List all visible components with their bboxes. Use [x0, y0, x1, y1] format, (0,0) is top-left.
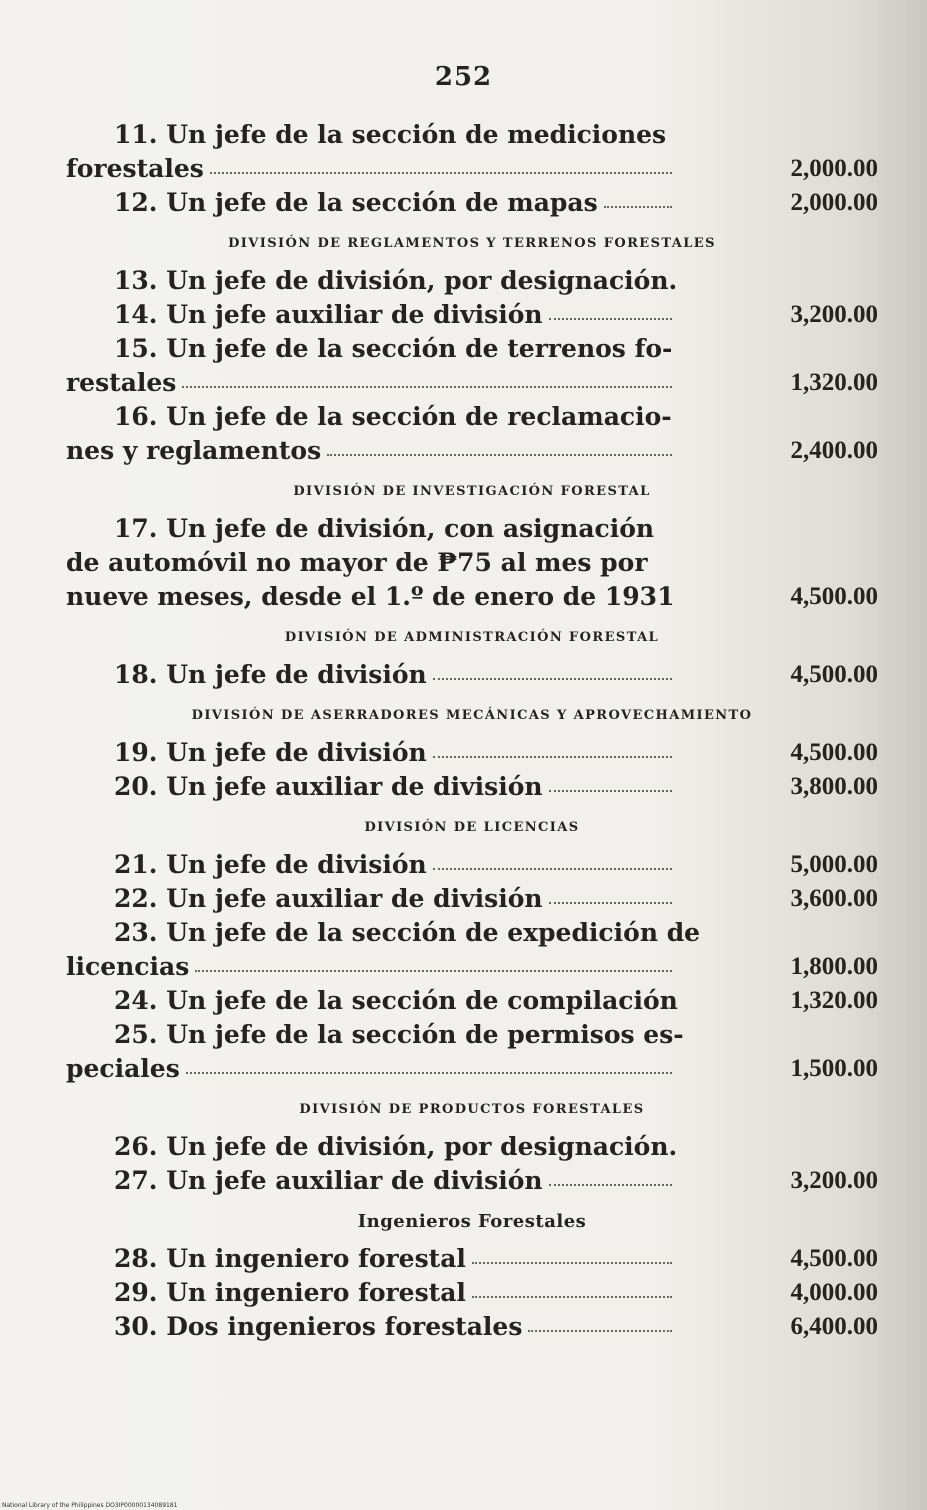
leader-dots — [549, 902, 672, 904]
leader-dots — [604, 206, 672, 208]
entry-text: 13. Un jefe de división, por designación. — [114, 266, 678, 295]
entry-19 — [66, 736, 878, 770]
entry-text: 25. Un jefe de la sección de permisos es- — [114, 1020, 684, 1049]
entry-text: 24. Un jefe de la sección de compilación — [114, 986, 678, 1015]
amount: 4,500.00 — [790, 1245, 878, 1272]
amount: 2,000.00 — [790, 155, 878, 182]
entry-text: 22. Un jefe auxiliar de división — [114, 884, 543, 913]
entry-25 — [66, 1018, 878, 1086]
section-heading: DIVISIÓN DE INVESTIGACIÓN FORESTAL — [293, 484, 651, 499]
amount: 2,400.00 — [790, 437, 878, 464]
amount: 3,200.00 — [790, 1167, 878, 1194]
amount: 1,500.00 — [790, 1055, 878, 1082]
amount: 1,320.00 — [790, 369, 878, 396]
leader-dots — [528, 1330, 672, 1332]
entry-text: forestales — [66, 154, 204, 183]
leader-dots — [433, 868, 672, 870]
entry-text: 17. Un jefe de división, con asignación — [114, 514, 655, 543]
entry-22 — [66, 882, 878, 916]
entry-text: 26. Un jefe de división, por designación. — [114, 1132, 678, 1161]
entry-text: de automóvil no mayor de ₱75 al mes por — [66, 548, 648, 577]
section-heading: DIVISIÓN DE LICENCIAS — [364, 820, 580, 835]
amount: 1,800.00 — [790, 953, 878, 980]
entry-23 — [66, 916, 878, 984]
entry-text: nueve meses, desde el 1.º de enero de 1931 — [66, 582, 675, 611]
entry-text: 12. Un jefe de la sección de mapas — [114, 188, 598, 217]
amount: 5,000.00 — [790, 851, 878, 878]
leader-dots — [549, 318, 672, 320]
entry-text: 15. Un jefe de la sección de terrenos fo- — [114, 334, 673, 363]
scan-footer: National Library of the Philippines DO3IP00000134089181 — [2, 1502, 178, 1509]
section-heading: DIVISIÓN DE PRODUCTOS FORESTALES — [299, 1102, 645, 1117]
appropriation-list — [66, 118, 878, 1344]
entry-text: 29. Un ingeniero forestal — [114, 1278, 466, 1307]
entry-text: restales — [66, 368, 177, 397]
entry-24 — [66, 984, 878, 1018]
amount: 2,000.00 — [790, 189, 878, 216]
amount: 4,500.00 — [790, 583, 878, 610]
amount: 4,500.00 — [790, 739, 878, 766]
entry-29 — [66, 1276, 878, 1310]
section-heading: Ingenieros Forestales — [357, 1211, 587, 1232]
leader-dots — [549, 1184, 672, 1186]
entry-26 — [66, 1130, 878, 1164]
entry-text: 28. Un ingeniero forestal — [114, 1244, 466, 1273]
entry-text: 21. Un jefe de división — [114, 850, 427, 879]
amount: 3,200.00 — [790, 301, 878, 328]
section-heading: DIVISIÓN DE ASERRADORES MECÁNICAS Y APROVECHAMIENTO — [191, 708, 753, 723]
entry-text: peciales — [66, 1054, 180, 1083]
amount: 4,500.00 — [790, 661, 878, 688]
entry-28 — [66, 1242, 878, 1276]
entry-20 — [66, 770, 878, 804]
entry-11 — [66, 118, 878, 186]
entry-text: licencias — [66, 952, 190, 981]
section-heading: DIVISIÓN DE ADMINISTRACIÓN FORESTAL — [284, 630, 660, 645]
entry-15 — [66, 332, 878, 400]
page-number: 252 — [434, 62, 493, 92]
entry-16 — [66, 400, 878, 468]
leader-dots — [327, 454, 672, 456]
entry-text: 23. Un jefe de la sección de expedición de — [114, 918, 701, 947]
entry-30 — [66, 1310, 878, 1344]
entry-13 — [66, 264, 878, 298]
entry-text: 14. Un jefe auxiliar de división — [114, 300, 543, 329]
leader-dots — [195, 970, 672, 972]
section-heading: DIVISIÓN DE REGLAMENTOS Y TERRENOS FORESTALES — [228, 236, 716, 251]
leader-dots — [182, 386, 672, 388]
entry-21 — [66, 848, 878, 882]
entry-27 — [66, 1164, 878, 1198]
entry-17 — [66, 512, 878, 614]
entry-12 — [66, 186, 878, 220]
amount: 1,320.00 — [790, 987, 878, 1014]
entry-18 — [66, 658, 878, 692]
leader-dots — [210, 172, 672, 174]
leader-dots — [549, 790, 672, 792]
entry-text: 18. Un jefe de división — [114, 660, 427, 689]
entry-text: 30. Dos ingenieros forestales — [114, 1312, 523, 1341]
entry-text: 20. Un jefe auxiliar de división — [114, 772, 543, 801]
entry-text: 27. Un jefe auxiliar de división — [114, 1166, 543, 1195]
leader-dots — [472, 1262, 672, 1264]
entry-text: 19. Un jefe de división — [114, 738, 427, 767]
entry-text: 16. Un jefe de la sección de reclamacio- — [114, 402, 672, 431]
entry-14 — [66, 298, 878, 332]
amount: 3,600.00 — [790, 885, 878, 912]
leader-dots — [472, 1296, 672, 1298]
entry-text: 11. Un jefe de la sección de mediciones — [114, 120, 667, 149]
leader-dots — [433, 756, 672, 758]
amount: 4,000.00 — [790, 1279, 878, 1306]
entry-text: nes y reglamentos — [66, 436, 322, 465]
amount: 6,400.00 — [790, 1313, 878, 1340]
amount: 3,800.00 — [790, 773, 878, 800]
leader-dots — [186, 1072, 672, 1074]
leader-dots — [433, 678, 672, 680]
